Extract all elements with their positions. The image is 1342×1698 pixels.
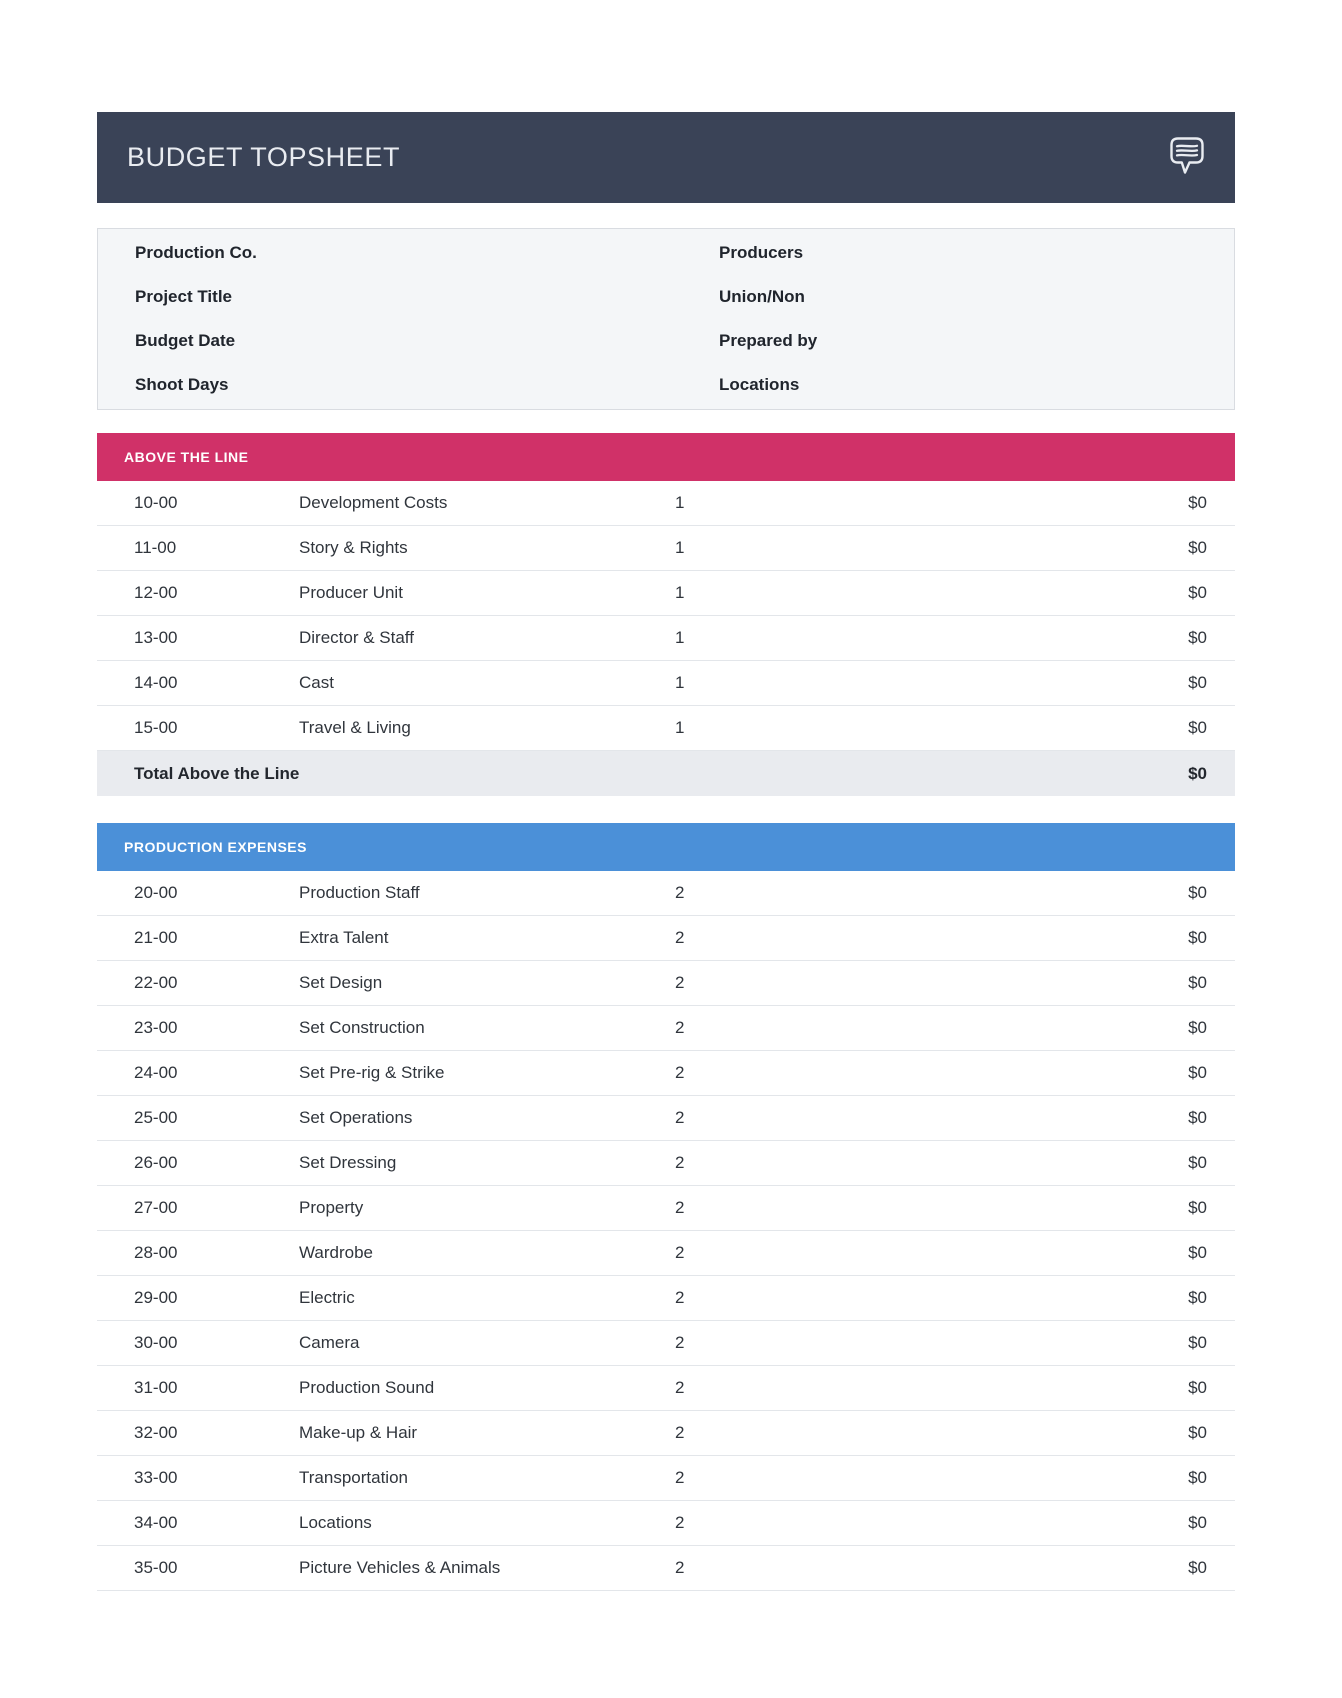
table-row bbox=[97, 1366, 1235, 1411]
shoot-days-label: Shoot Days bbox=[135, 375, 229, 394]
account-code: 15-00 bbox=[134, 718, 178, 737]
budget-section bbox=[97, 433, 1235, 796]
account-code: 14-00 bbox=[134, 673, 178, 692]
amount-value: $0 bbox=[1188, 628, 1207, 647]
category-label: Set Design bbox=[299, 973, 383, 992]
table-row bbox=[97, 1276, 1235, 1321]
table-row bbox=[97, 706, 1235, 751]
amount-value: $0 bbox=[1188, 1288, 1207, 1307]
table-row bbox=[97, 1321, 1235, 1366]
page bbox=[97, 0, 1235, 1591]
category-label: Picture Vehicles & Animals bbox=[299, 1558, 501, 1577]
account-code: 10-00 bbox=[134, 493, 178, 512]
amount-value: $0 bbox=[1188, 1378, 1207, 1397]
locations-label: Locations bbox=[719, 375, 800, 394]
count-value: 2 bbox=[675, 973, 685, 992]
category-label: Director & Staff bbox=[299, 628, 414, 647]
category-label: Story & Rights bbox=[299, 538, 408, 557]
count-value: 2 bbox=[675, 928, 685, 947]
amount-value: $0 bbox=[1188, 1018, 1207, 1037]
count-value: 2 bbox=[675, 1153, 685, 1172]
table-row bbox=[97, 616, 1235, 661]
count-value: 1 bbox=[675, 673, 685, 692]
amount-value: $0 bbox=[1188, 538, 1207, 557]
producers-label: Producers bbox=[719, 243, 804, 262]
info-right-column bbox=[719, 229, 1197, 409]
table-row bbox=[97, 661, 1235, 706]
count-value: 2 bbox=[675, 1423, 685, 1442]
table-row bbox=[97, 1096, 1235, 1141]
table-row bbox=[97, 1546, 1235, 1591]
category-label: Travel & Living bbox=[299, 718, 411, 737]
category-label: Set Construction bbox=[299, 1018, 425, 1037]
account-code: 24-00 bbox=[134, 1063, 178, 1082]
budget-section bbox=[97, 823, 1235, 1591]
page-title: BUDGET TOPSHEET bbox=[127, 142, 401, 172]
table-row bbox=[97, 1231, 1235, 1276]
table-row bbox=[97, 571, 1235, 616]
category-label: Transportation bbox=[299, 1468, 408, 1487]
category-label: Locations bbox=[299, 1513, 372, 1532]
total-amount: $0 bbox=[1188, 763, 1207, 783]
project-title-label: Project Title bbox=[135, 287, 232, 306]
category-label: Development Costs bbox=[299, 493, 448, 512]
account-code: 12-00 bbox=[134, 583, 178, 602]
table-row bbox=[97, 1141, 1235, 1186]
account-code: 20-00 bbox=[134, 883, 178, 902]
category-label: Producer Unit bbox=[299, 583, 403, 602]
section-title: ABOVE THE LINE bbox=[124, 449, 249, 465]
section-title: PRODUCTION EXPENSES bbox=[124, 839, 307, 855]
category-label: Electric bbox=[299, 1288, 355, 1307]
category-label: Production Sound bbox=[299, 1378, 435, 1397]
section-total-row bbox=[97, 751, 1235, 796]
account-code: 23-00 bbox=[134, 1018, 178, 1037]
amount-value: $0 bbox=[1188, 1423, 1207, 1442]
section-header-bar bbox=[97, 433, 1235, 481]
amount-value: $0 bbox=[1188, 1558, 1207, 1577]
count-value: 2 bbox=[675, 1333, 685, 1352]
comment-bubble-icon[interactable] bbox=[1169, 136, 1205, 180]
prepared-by-label: Prepared by bbox=[719, 331, 818, 350]
count-value: 1 bbox=[675, 718, 685, 737]
count-value: 1 bbox=[675, 628, 685, 647]
count-value: 2 bbox=[675, 1513, 685, 1532]
amount-value: $0 bbox=[1188, 1063, 1207, 1082]
table-row bbox=[97, 481, 1235, 526]
union-non-label: Union/Non bbox=[719, 287, 805, 306]
count-value: 2 bbox=[675, 1198, 685, 1217]
account-code: 31-00 bbox=[134, 1378, 178, 1397]
account-code: 28-00 bbox=[134, 1243, 178, 1262]
account-code: 34-00 bbox=[134, 1513, 178, 1532]
amount-value: $0 bbox=[1188, 928, 1207, 947]
account-code: 25-00 bbox=[134, 1108, 178, 1127]
category-label: Set Operations bbox=[299, 1108, 413, 1127]
amount-value: $0 bbox=[1188, 1153, 1207, 1172]
category-label: Production Staff bbox=[299, 883, 420, 902]
info-left-column bbox=[135, 229, 719, 409]
table-row bbox=[97, 526, 1235, 571]
count-value: 2 bbox=[675, 1108, 685, 1127]
account-code: 32-00 bbox=[134, 1423, 178, 1442]
amount-value: $0 bbox=[1188, 883, 1207, 902]
account-code: 33-00 bbox=[134, 1468, 178, 1487]
count-value: 1 bbox=[675, 538, 685, 557]
account-code: 13-00 bbox=[134, 628, 178, 647]
table-row bbox=[97, 1411, 1235, 1456]
table-row bbox=[97, 1501, 1235, 1546]
table-row bbox=[97, 871, 1235, 916]
table-row bbox=[97, 1186, 1235, 1231]
count-value: 2 bbox=[675, 1468, 685, 1487]
category-label: Extra Talent bbox=[299, 928, 389, 947]
table-row bbox=[97, 916, 1235, 961]
count-value: 2 bbox=[675, 1378, 685, 1397]
count-value: 2 bbox=[675, 1063, 685, 1082]
category-label: Camera bbox=[299, 1333, 360, 1352]
count-value: 1 bbox=[675, 583, 685, 602]
category-label: Set Dressing bbox=[299, 1153, 397, 1172]
budget-date-label: Budget Date bbox=[135, 331, 236, 350]
account-code: 21-00 bbox=[134, 928, 178, 947]
amount-value: $0 bbox=[1188, 493, 1207, 512]
amount-value: $0 bbox=[1188, 973, 1207, 992]
account-code: 11-00 bbox=[134, 538, 177, 557]
count-value: 2 bbox=[675, 1558, 685, 1577]
amount-value: $0 bbox=[1188, 718, 1207, 737]
count-value: 1 bbox=[675, 493, 685, 512]
budget-sections bbox=[97, 433, 1235, 1591]
count-value: 2 bbox=[675, 1288, 685, 1307]
amount-value: $0 bbox=[1188, 1513, 1207, 1532]
amount-value: $0 bbox=[1188, 583, 1207, 602]
table-row bbox=[97, 1006, 1235, 1051]
account-code: 35-00 bbox=[134, 1558, 178, 1577]
production-info-panel bbox=[97, 228, 1235, 410]
table-row bbox=[97, 1456, 1235, 1501]
table-row bbox=[97, 961, 1235, 1006]
category-label: Cast bbox=[299, 673, 334, 692]
section-header-bar bbox=[97, 823, 1235, 871]
table-row bbox=[97, 1051, 1235, 1096]
account-code: 26-00 bbox=[134, 1153, 178, 1172]
account-code: 30-00 bbox=[134, 1333, 178, 1352]
document-header bbox=[97, 112, 1235, 203]
amount-value: $0 bbox=[1188, 1243, 1207, 1262]
category-label: Set Pre-rig & Strike bbox=[299, 1063, 445, 1082]
amount-value: $0 bbox=[1188, 1468, 1207, 1487]
account-code: 27-00 bbox=[134, 1198, 178, 1217]
account-code: 22-00 bbox=[134, 973, 178, 992]
count-value: 2 bbox=[675, 1018, 685, 1037]
amount-value: $0 bbox=[1188, 1333, 1207, 1352]
amount-value: $0 bbox=[1188, 1198, 1207, 1217]
production-co-label: Production Co. bbox=[135, 243, 257, 262]
count-value: 2 bbox=[675, 1243, 685, 1262]
account-code: 29-00 bbox=[134, 1288, 178, 1307]
amount-value: $0 bbox=[1188, 1108, 1207, 1127]
category-label: Make-up & Hair bbox=[299, 1423, 418, 1442]
total-label: Total Above the Line bbox=[134, 763, 300, 783]
category-label: Wardrobe bbox=[299, 1243, 374, 1262]
amount-value: $0 bbox=[1188, 673, 1207, 692]
category-label: Property bbox=[299, 1198, 364, 1217]
count-value: 2 bbox=[675, 883, 685, 902]
